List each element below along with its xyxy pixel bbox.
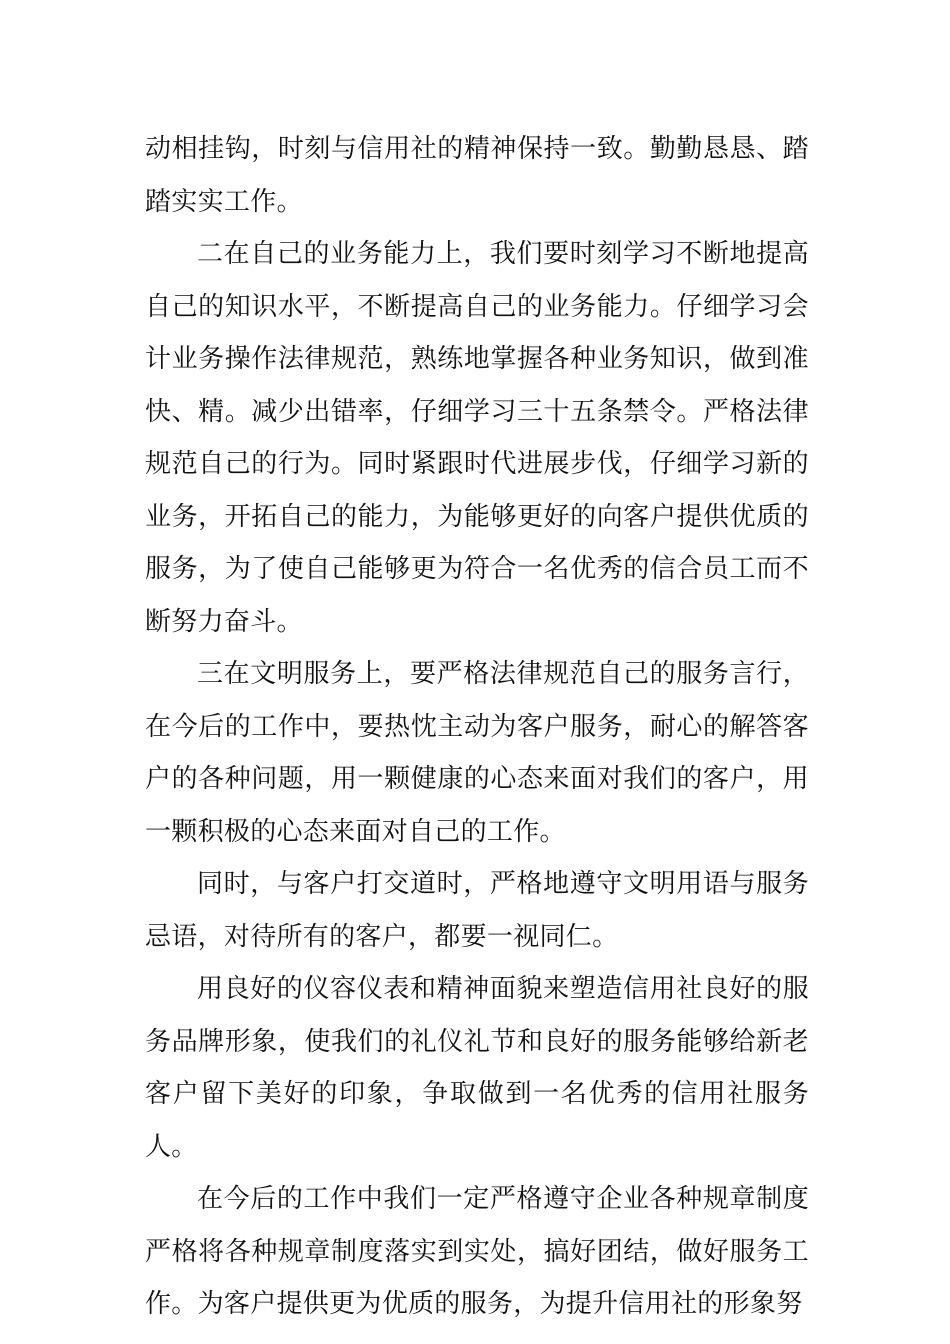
paragraph-service-image: 用良好的仪容仪表和精神面貌来塑造信用社良好的服务品牌形象，使我们的礼仪礼节和良好的服务能够给新老客户留下美好的印象，争取做到一名优秀的信用社服务人。	[145, 974, 809, 1162]
paragraph-customer-etiquette: 同时，与客户打交道时，严格地遵守文明用语与服务忌语，对待所有的客户，都要一视同仁。	[145, 869, 809, 952]
paragraph-future-work: 在今后的工作中我们一定严格遵守企业各种规章制度严格将各种规章制度落实到实处，搞好团结，做好服务工作。为客户提供更为优质的服务，为提升信用社的形象努	[145, 1184, 809, 1319]
paragraph-business-ability: 二在自己的业务能力上，我们要时刻学习不断地提高自己的知识水平，不断提高自己的业务能力。仔细学习会计业务操作法律规范，熟练地掌握各种业务知识，做到准快、精。减少出错率，仔细学习三十五条禁令。严格法律规范自己的行为。同时紧跟时代进展步伐，仔细学习新的业务，开拓自己的能力，为能够更好的向客户提供优质的服务，为了使自己能够更为符合一名优秀的信合员工而不断努力奋斗。	[145, 239, 809, 637]
paragraph-continuation: 动相挂钩，时刻与信用社的精神保持一致。勤勤恳恳、踏踏实实工作。	[145, 134, 809, 217]
document-body	[145, 123, 809, 1331]
paragraph-civilized-service: 三在文明服务上，要严格法律规范自己的服务言行，在今后的工作中，要热忱主动为客户服务，耐心的解答客户的各种问题，用一颗健康的心态来面对我们的客户，用一颗积极的心态来面对自己的工作。	[145, 659, 809, 847]
